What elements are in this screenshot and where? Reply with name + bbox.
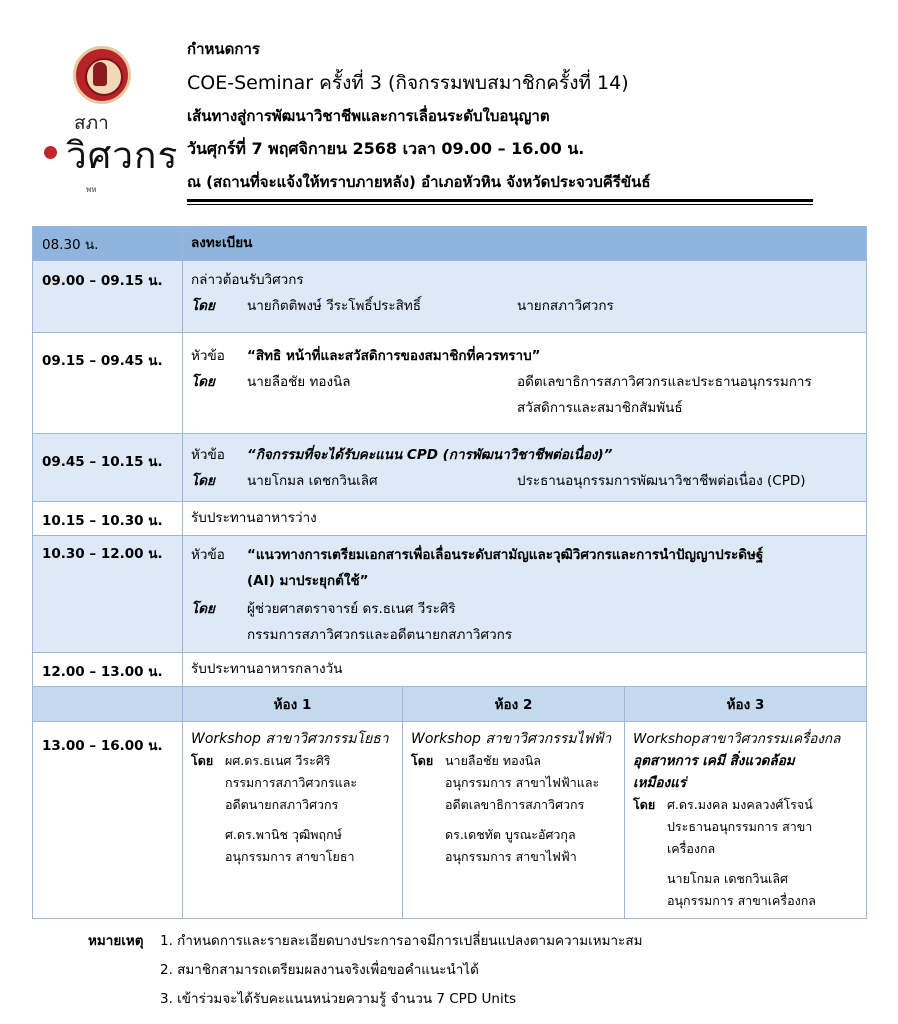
- logo-word-small: สภา: [74, 112, 109, 134]
- by-label: โดย: [191, 601, 215, 617]
- speaker-position: อดีตเลขาธิการสภาวิศวกรและประธานอนุกรรมการ: [517, 374, 812, 390]
- speaker-name: ดร.เดชทัต บูรณะอัศวกุล: [445, 827, 576, 842]
- by-label: โดย: [411, 753, 434, 768]
- header-seminar-title: COE-Seminar ครั้งที่ 3 (กิจกรรมพบสมาชิกครั้งที่ 14): [187, 72, 629, 94]
- empty-cell: [33, 687, 183, 722]
- workshop-title: Workshop สาขาวิศวกรรมโยธา: [191, 731, 389, 747]
- by-label: โดย: [191, 298, 215, 314]
- speaker-position: อนุกรรมการ สาขาไฟฟ้า: [445, 849, 577, 864]
- speaker-name: ผศ.ดร.ธเนศ วีระศิริ: [225, 753, 331, 768]
- speaker-name: นายโกมล เดชกวินเลิศ: [667, 871, 788, 886]
- logo-red-dot-icon: [44, 146, 57, 159]
- workshop-room-2: [403, 722, 625, 919]
- table-row: [33, 536, 867, 653]
- by-label: โดย: [191, 473, 215, 489]
- table-row-workshops: [33, 722, 867, 919]
- speaker-name: นายลือชัย ทองนิล: [247, 374, 351, 390]
- speaker-position: กรรมการสภาวิศวกรและ: [225, 775, 358, 790]
- notes-label: หมายเหตุ: [88, 933, 144, 949]
- note-item: 1. กำหนดการและรายละเอียดบางประการอาจมีการเปลี่ยนแปลงตามความเหมาะสม: [160, 933, 643, 949]
- item-cell: [183, 536, 867, 653]
- time-cell: 09.15 – 09.45 น.: [33, 333, 183, 434]
- workshop-title: Workshop สาขาวิศวกรรมไฟฟ้า: [411, 731, 612, 747]
- time-cell: 10.15 – 10.30 น.: [33, 502, 183, 536]
- speaker-position: ประธานอนุกรรมการพัฒนาวิชาชีพต่อเนื่อง (CPD): [517, 473, 806, 489]
- note-item: 2. สมาชิกสามารถเตรียมผลงานจริงเพื่อขอคำแนะนำได้: [160, 962, 479, 978]
- speaker-position: อนุกรรมการ สาขาไฟฟ้าและ: [445, 775, 600, 790]
- note-item: 3. เข้าร่วมจะได้รับคะแนนหน่วยความรู้ จำนวน 7 CPD Units: [160, 991, 517, 1007]
- speaker-position-cont: อดีตนายกสภาวิศวกร: [225, 797, 339, 812]
- table-row: [33, 502, 867, 536]
- time-cell: 08.30 น.: [33, 227, 183, 261]
- workshop-title-cont: เหมืองแร่: [633, 775, 687, 791]
- logo-tiny-text: พห: [86, 185, 97, 194]
- speaker-position: นายกสภาวิศวกร: [517, 298, 614, 314]
- speaker-position: อนุกรรมการ สาขาเครื่องกล: [667, 893, 816, 908]
- by-label: โดย: [633, 797, 656, 812]
- topic-label: หัวข้อ: [191, 447, 225, 463]
- table-row: [33, 333, 867, 434]
- speaker-name: นายลือชัย ทองนิล: [445, 753, 541, 768]
- item-title: กล่าวต้อนรับวิศวกร: [191, 272, 304, 288]
- table-row: [33, 261, 867, 333]
- speaker-position-cont: สวัสดิการและสมาชิกสัมพันธ์: [517, 400, 683, 416]
- time-cell: 13.00 – 16.00 น.: [33, 722, 183, 919]
- time-cell: 09.45 – 10.15 น.: [33, 434, 183, 502]
- workshop-room-1: [183, 722, 403, 919]
- workshop-title: Workshopสาขาวิศวกรรมเครื่องกล: [633, 731, 841, 747]
- header-rule-thick: [187, 199, 813, 202]
- room-header-2: ห้อง 2: [403, 687, 625, 722]
- table-row: [33, 434, 867, 502]
- session-topic-cont: (AI) มาประยุกต์ใช้”: [247, 573, 369, 589]
- item-cell: [183, 333, 867, 434]
- session-topic: “กิจกรรมที่จะได้รับคะแนน CPD (การพัฒนาวิชาชีพต่อเนื่อง)”: [247, 447, 613, 463]
- room-header-1: ห้อง 1: [183, 687, 403, 722]
- topic-label: หัวข้อ: [191, 348, 225, 364]
- workshop-title-cont: อุตสาหการ เคมี สิ่งแวดล้อม: [633, 753, 795, 769]
- seal-figure-icon: [93, 62, 107, 86]
- item-cell: รับประทานอาหารกลางวัน: [183, 653, 867, 687]
- speaker-position: ประธานอนุกรรมการ สาขาเครื่องกล: [667, 819, 813, 856]
- header-venue: ณ (สถานที่จะแจ้งให้ทราบภายหลัง) อำเภอหัวหิน จังหวัดประจวบคีรีขันธ์: [187, 173, 651, 191]
- time-cell: 09.00 – 09.15 น.: [33, 261, 183, 333]
- speaker-name: นายโกมล เดชกวินเลิศ: [247, 473, 378, 489]
- schedule-table: [32, 226, 867, 919]
- header-subtitle: เส้นทางสู่การพัฒนาวิชาชีพและการเลื่อนระดับใบอนุญาต: [187, 107, 550, 125]
- speaker-name: ผู้ช่วยศาสตราจารย์ ดร.ธเนศ วีระศิริ: [247, 601, 456, 617]
- speaker-name: ศ.ดร.พานิช วุฒิพฤกษ์: [225, 827, 342, 842]
- table-row-rooms: [33, 687, 867, 722]
- logo-word-big: วิศวกร: [66, 134, 179, 177]
- header-rule-thin: [187, 204, 813, 205]
- speaker-name: นายกิตติพงษ์ วีระโพธิ์ประสิทธิ์: [247, 298, 422, 314]
- room-header-3: ห้อง 3: [625, 687, 867, 722]
- header-date-time: วันศุกร์ที่ 7 พฤศจิกายน 2568 เวลา 09.00 – 16.00 น.: [187, 139, 585, 158]
- speaker-position: อนุกรรมการ สาขาโยธา: [225, 849, 355, 864]
- session-topic: “สิทธิ หน้าที่และสวัสดิการของสมาชิกที่ควรทราบ”: [247, 348, 541, 364]
- item-cell: ลงทะเบียน: [183, 227, 867, 261]
- speaker-name: ศ.ดร.มงคล มงคลวงศ์โรจน์: [667, 797, 813, 812]
- item-cell: รับประทานอาหารว่าง: [183, 502, 867, 536]
- session-topic: “แนวทางการเตรียมเอกสารเพื่อเลื่อนระดับสามัญและวุฒิวิศวกรและการนำปัญญาประดิษฐ์: [247, 547, 764, 563]
- speaker-position-cont: อดีตเลขาธิการสภาวิศวกร: [445, 797, 585, 812]
- topic-label: หัวข้อ: [191, 547, 225, 563]
- speaker-position: กรรมการสภาวิศวกรและอดีตนายกสภาวิศวกร: [247, 627, 513, 643]
- council-seal-logo: [73, 46, 131, 104]
- header-schedule-label: กำหนดการ: [187, 40, 260, 58]
- workshop-room-3: [625, 722, 867, 919]
- item-cell: [183, 261, 867, 333]
- by-label: โดย: [191, 753, 214, 768]
- by-label: โดย: [191, 374, 215, 390]
- table-row: [33, 227, 867, 261]
- table-row: [33, 653, 867, 687]
- time-cell: 12.00 – 13.00 น.: [33, 653, 183, 687]
- time-cell: 10.30 – 12.00 น.: [33, 536, 183, 653]
- item-cell: [183, 434, 867, 502]
